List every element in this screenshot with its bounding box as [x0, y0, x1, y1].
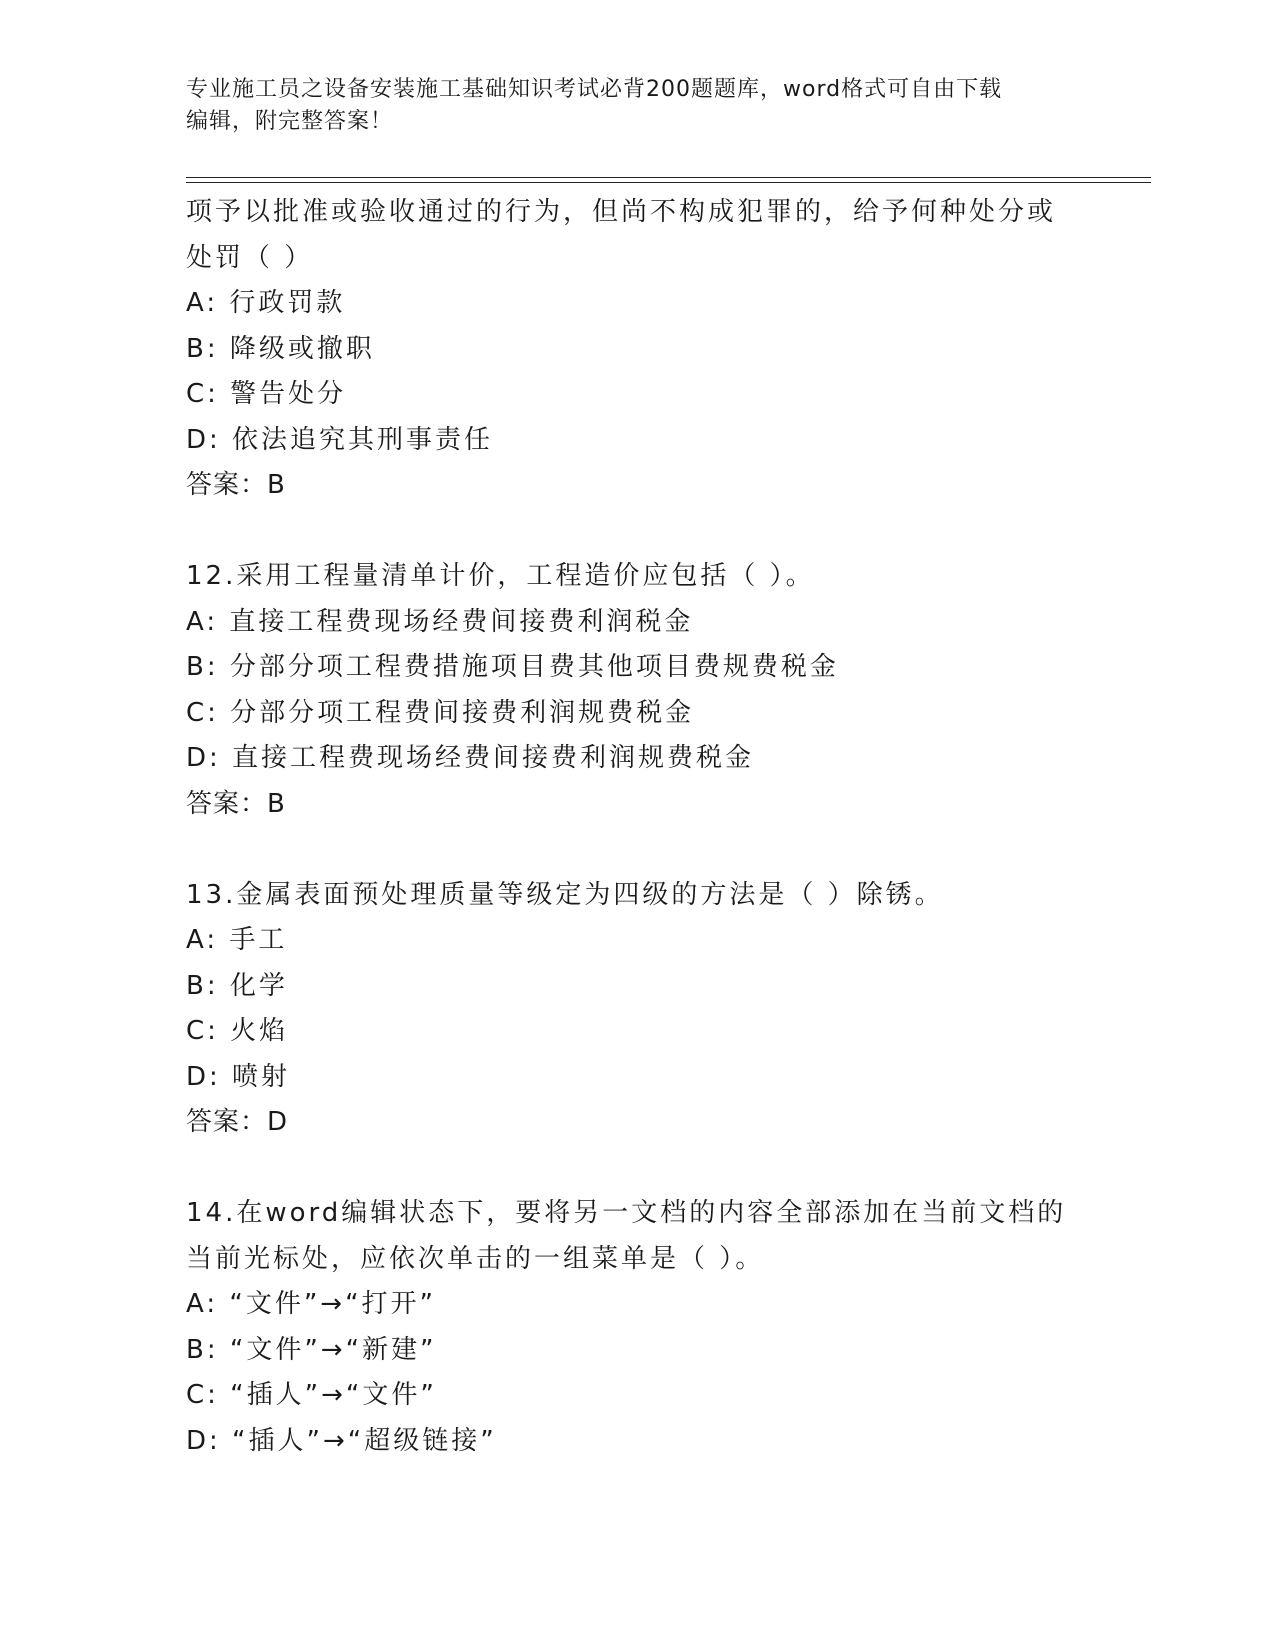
option-a: A: 手工: [186, 925, 288, 955]
header-line-2: 编辑，附完整答案！: [186, 109, 394, 134]
header-divider-top: [186, 177, 1151, 178]
spacer: [186, 1146, 1086, 1192]
header-divider-bottom: [186, 182, 1151, 183]
option-c: C: 火焰: [186, 1016, 289, 1046]
option-d: D: 喷射: [186, 1061, 291, 1092]
question-block: [186, 554, 1086, 827]
question-block: [186, 1191, 1086, 1464]
question-block: [186, 190, 1086, 509]
spacer: [186, 509, 1086, 555]
option-a: A: 直接工程费现场经费间接费利润税金: [186, 606, 694, 637]
question-stem: 13.金属表面预处理质量等级定为四级的方法是（ ）除锈。: [186, 879, 944, 910]
question-block: [186, 873, 1086, 1146]
option-b: B: 分部分项工程费措施项目费其他项目费规费税金: [186, 652, 839, 682]
option-c: C: “插人”→“文件”: [186, 1380, 437, 1410]
header-line-1: 专业施工员之设备安装施工基础知识考试必背200题题库，word格式可自由下载: [186, 77, 1003, 102]
question-list: [186, 190, 1086, 1464]
option-b: B: “文件”→“新建”: [186, 1334, 437, 1365]
question-stem: 14.在word编辑状态下，要将另一文档的内容全部添加在当前文档的: [186, 1198, 1067, 1228]
option-a: A: “文件”→“打开”: [186, 1289, 437, 1319]
option-c: C: 警告处分: [186, 379, 347, 409]
question-stem: 当前光标处，应依次单击的一组菜单是（ ）。: [186, 1243, 765, 1274]
question-stem: 12.采用工程量清单计价，工程造价应包括（ ）。: [186, 561, 815, 591]
option-c: C: 分部分项工程费间接费利润规费税金: [186, 697, 695, 728]
answer-line: 答案：D: [186, 1107, 289, 1137]
option-a: A: 行政罚款: [186, 288, 346, 318]
spacer: [186, 827, 1086, 873]
question-stem: 项予以批准或验收通过的行为，但尚不构成犯罪的，给予何种处分或: [186, 197, 1057, 227]
answer-line: 答案：B: [186, 470, 286, 500]
option-b: B: 降级或撤职: [186, 333, 375, 364]
option-b: B: 化学: [186, 970, 288, 1001]
option-d: D: “插人”→“超级链接”: [186, 1425, 497, 1456]
document-header: [186, 74, 1086, 138]
question-stem: 处罚（ ）: [186, 242, 314, 273]
option-d: D: 依法追究其刑事责任: [186, 424, 494, 455]
option-d: D: 直接工程费现场经费间接费利润规费税金: [186, 743, 755, 773]
answer-line: 答案：B: [186, 788, 286, 819]
